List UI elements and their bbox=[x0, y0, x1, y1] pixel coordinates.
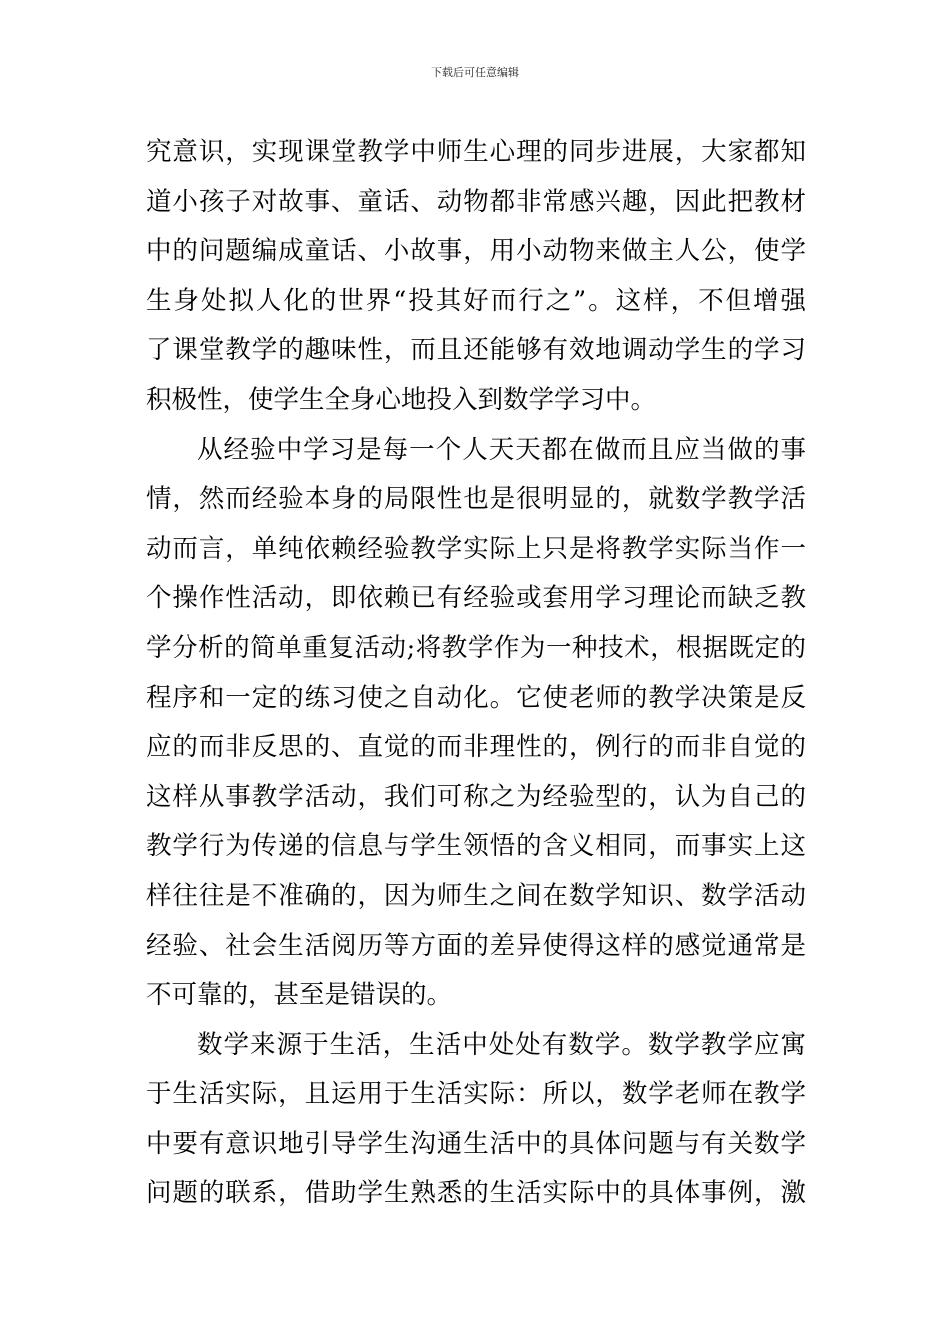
text-line: 样往往是不准确的，因为师生之间在数学知识、数学活动 bbox=[146, 880, 806, 911]
text-line: 道小孩子对故事、童话、动物都非常感兴趣，因此把教材 bbox=[146, 186, 806, 217]
text-line: 这样从事教学活动，我们可称之为经验型的，认为自己的 bbox=[146, 781, 806, 812]
text-line: 积极性，使学生全身心地投入到数学学习中。 bbox=[146, 384, 657, 415]
text-line: 动而言，单纯依赖经验教学实际上只是将教学实际当作一 bbox=[146, 533, 806, 564]
paragraph-1 bbox=[146, 128, 806, 426]
text-line: 不可靠的，甚至是错误的。 bbox=[146, 980, 453, 1011]
paragraph-2 bbox=[146, 426, 806, 1021]
text-line: 程序和一定的练习使之自动化。它使老师的教学决策是反 bbox=[146, 682, 806, 713]
text-line: 情，然而经验本身的局限性也是很明显的，就数学教学活 bbox=[146, 484, 806, 515]
text-line: 从经验中学习是每一个人天天都在做而且应当做的事 bbox=[197, 434, 806, 465]
text-line: 经验、社会生活阅历等方面的差异使得这样的感觉通常是 bbox=[146, 930, 806, 961]
text-line: 个操作性活动，即依赖已有经验或套用学习理论而缺乏教 bbox=[146, 583, 806, 614]
text-line: 究意识，实现课堂教学中师生心理的同步进展，大家都知 bbox=[146, 137, 806, 167]
text-line: 学分析的简单重复活动;将教学作为一种技术，根据既定的 bbox=[146, 632, 806, 663]
document-body bbox=[146, 128, 806, 1219]
text-line: 中的问题编成童话、小故事，用小动物来做主人公，使学 bbox=[146, 236, 806, 267]
text-line: 数学来源于生活，生活中处处有数学。数学教学应寓 bbox=[197, 1029, 806, 1060]
text-line: 应的而非反思的、直觉的而非理性的，例行的而非自觉的 bbox=[146, 732, 806, 763]
text-line: 于生活实际，且运用于生活实际：所以，数学老师在教学 bbox=[146, 1079, 806, 1110]
text-line: 教学行为传递的信息与学生领悟的含义相同，而事实上这 bbox=[146, 831, 806, 862]
paragraph-3 bbox=[146, 1021, 806, 1219]
text-line: 生身处拟人化的世界“投其好而行之”。这样，不但增强 bbox=[146, 285, 806, 316]
text-line: 了课堂教学的趣味性，而且还能够有效地调动学生的学习 bbox=[146, 335, 806, 366]
text-line: 中要有意识地引导学生沟通生活中的具体问题与有关数学 bbox=[146, 1128, 806, 1159]
page-header: 下载后可任意编辑 bbox=[431, 66, 519, 79]
text-line: 问题的联系，借助学生熟悉的生活实际中的具体事例，激 bbox=[146, 1178, 806, 1209]
